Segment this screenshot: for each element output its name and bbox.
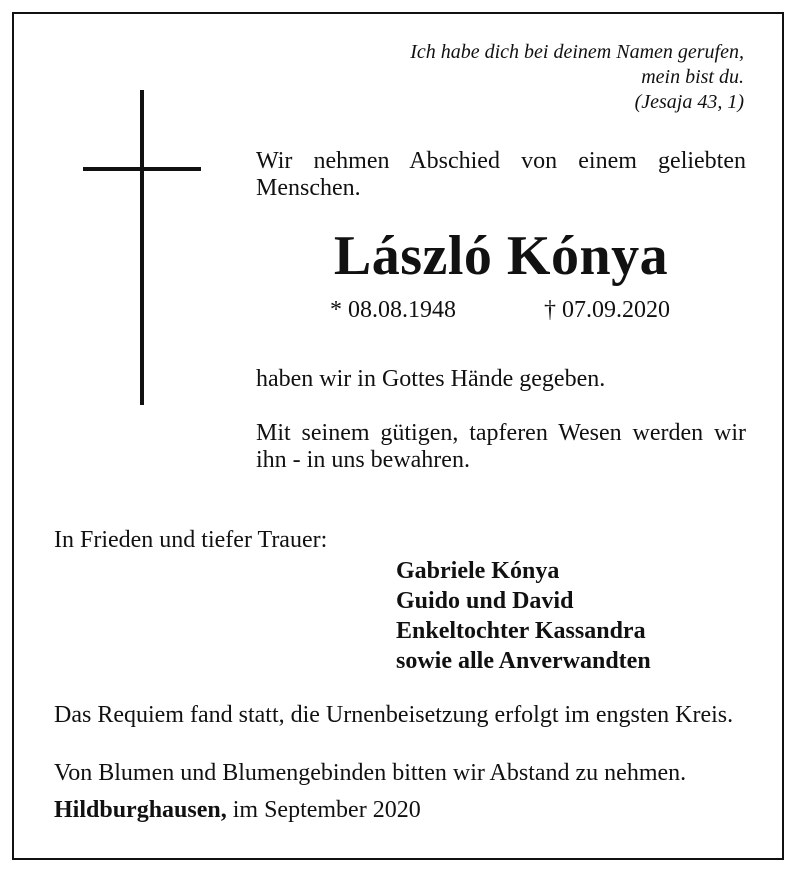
place-date-text: im September 2020: [232, 797, 421, 823]
mourner: sowie alle Anverwandten: [396, 648, 651, 674]
place-date: [54, 797, 421, 824]
quote-source: (Jesaja 43, 1): [634, 91, 744, 113]
bible-quote: [324, 40, 744, 115]
farewell-intro: Wir nehmen Abschied von einem geliebten Menschen.: [256, 148, 746, 201]
cross-icon: [140, 90, 144, 405]
deceased-name: László Kónya: [333, 225, 669, 287]
mourner: Enkeltochter Kassandra: [396, 618, 646, 644]
death-date: † 07.09.2020: [544, 297, 670, 323]
requiem-note: Das Requiem fand statt, die Urnenbeisetzung erfolgt im engsten Kreis.: [54, 702, 734, 728]
quote-line-2: mein bist du.: [641, 66, 744, 88]
mourner: Gabriele Kónya: [396, 558, 560, 584]
mourners-list: [396, 556, 651, 676]
mourning-intro: In Frieden und tiefer Trauer:: [54, 527, 328, 553]
quote-line-1: Ich habe dich bei deinem Namen gerufen,: [410, 41, 744, 63]
flowers-note: Von Blumen und Blumengebinden bitten wir Abstand zu nehmen.: [54, 760, 687, 786]
keep-text: Mit seinem gütigen, tapferen Wesen werden wir ihn - in uns bewahren.: [256, 420, 746, 473]
place-city: Hildburghausen,: [54, 797, 227, 823]
cross-icon-bar: [83, 167, 201, 171]
mourner: Guido und David: [396, 588, 574, 614]
birth-date: * 08.08.1948: [330, 297, 456, 323]
given-text: haben wir in Gottes Hände gegeben.: [256, 366, 606, 392]
